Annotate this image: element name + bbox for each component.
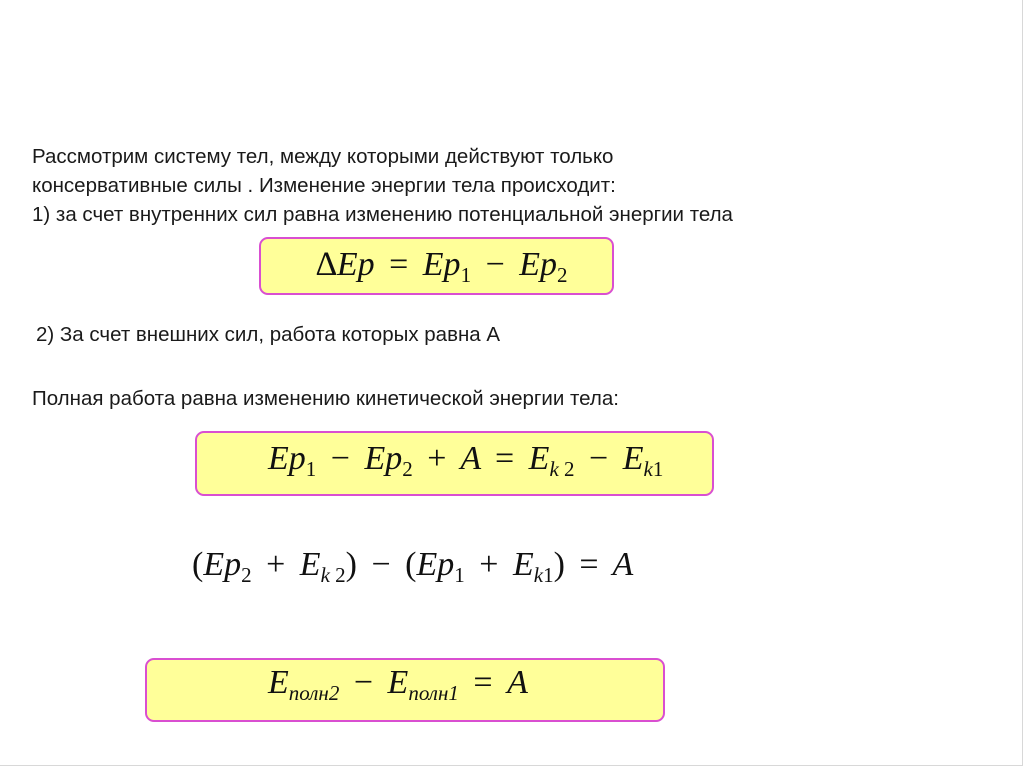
point-3-text: Полная работа равна изменению кинетической энергии тела: — [32, 387, 619, 410]
formula-total-energy-expanded: $(Ep_2 + E_{k 2}) - (Ep_1 + E_{k1}) = A$ — [192, 546, 634, 587]
intro-line-1: Рассмотрим систему тел, между которыми действуют только — [32, 145, 614, 168]
formula-work-energy: $Ep_1 - Ep_2 + A = E_{k 2} - E_{k1}$ — [268, 440, 664, 481]
formula-potential-change: $\Delta Ep = Ep_1 - Ep_2$ — [316, 246, 568, 287]
intro-line-3: 1) за счет внутренних сил равна изменению потенциальной энергии тела — [32, 203, 733, 226]
formula-total-energy-change: $E_{полн2} - E_{полн1} = A$ — [268, 664, 528, 705]
intro-paragraph — [32, 142, 733, 229]
point-2-text: 2) За счет внешних сил, работа которых равна А — [36, 323, 501, 346]
intro-line-2: консервативные силы . Изменение энергии тела происходит: — [32, 174, 616, 197]
